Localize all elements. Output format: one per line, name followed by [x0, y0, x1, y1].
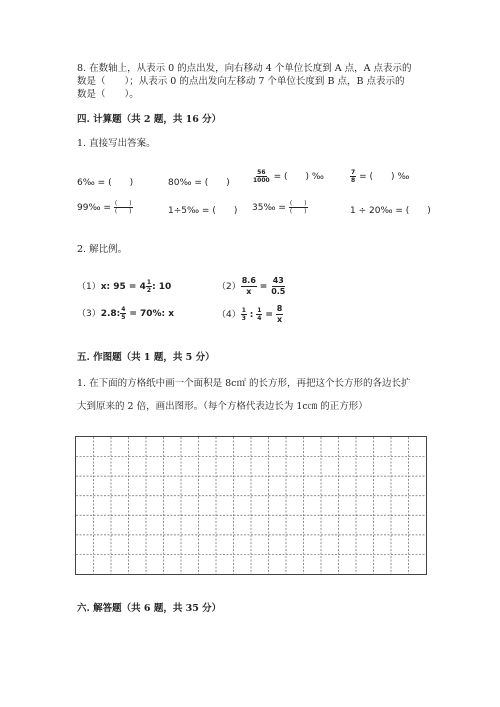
- fraction: $\frac{( )}{( )}$: [114, 200, 132, 215]
- proportion-3: （3）2.8: $\frac{4}{5}$ = 70%: x: [77, 306, 175, 321]
- calc-2d: 1 ÷ 20‰ = ( ): [350, 206, 431, 216]
- q4-1-title: 1. 直接写出答案。: [77, 138, 156, 149]
- q8-line-1: 8. 在数轴上，从表示 0 的点出发，向右移动 4 个单位长度到 A 点，A 点表示的: [77, 63, 412, 74]
- fraction: $\frac{1}{4}$: [257, 307, 262, 322]
- fraction: $\frac{4}{5}$: [121, 306, 126, 321]
- fraction: $\frac{8}{x}$: [276, 304, 283, 324]
- proportion-4: （4） $\frac{1}{3}$ : $\frac{1}{4}$ = $\frac{8}{x}$: [217, 304, 283, 324]
- q8-line-3: 数是（ ）。: [77, 89, 139, 100]
- fraction: $\frac{1}{2}$: [146, 279, 152, 294]
- q4-2-title: 2. 解比例。: [77, 244, 128, 255]
- calc-1a: 6‰ = ( ): [77, 178, 134, 188]
- q5-line-2: 大到原来的 2 倍，画出图形。（每个方格代表边长为 1c㎝ 的正方形）: [77, 401, 368, 412]
- fraction: $\frac{8.6}{x}$: [241, 276, 256, 296]
- q5-line-1: 1. 在下面的方格纸中画一个面积是 8c㎡ 的长方形，再把这个长方形的各边长扩: [77, 378, 411, 389]
- q8-line-2: 数是（ ）；从表示 0 的点出发向左移动 7 个单位长度到 B 点，B 点表示的: [77, 76, 405, 87]
- section-5-title: 五. 作图题（共 1 题，共 5 分）: [77, 352, 215, 363]
- section-6-title: 六. 解答题（共 6 题，共 35 分）: [77, 603, 222, 614]
- fraction: $\frac{43}{0.5}$: [271, 276, 286, 296]
- fraction: $\frac{56}{1000}$: [253, 169, 270, 184]
- fraction: $\frac{1}{3}$: [241, 307, 246, 322]
- calc-2b: 1÷5‰ = ( ): [168, 206, 238, 216]
- calc-2a: 99‰ = $\frac{( )}{( )}$: [77, 200, 132, 215]
- calc-1d: $\frac{7}{8}$ = ( ) ‰: [351, 169, 410, 184]
- fraction: $\frac{( )}{( )}$: [289, 200, 307, 215]
- grid-paper[interactable]: [75, 436, 427, 575]
- calc-1b: 80‰ = ( ): [168, 178, 230, 188]
- grid-lines: [76, 437, 426, 574]
- calc-1c: $\frac{56}{1000}$ = ( ) ‰: [253, 169, 324, 184]
- proportion-2: （2） $\frac{8.6}{x}$ = $\frac{43}{0.5}$: [217, 276, 286, 296]
- proportion-1: （1）x: 95 = 4 $\frac{1}{2}$ : 10: [77, 279, 172, 294]
- section-4-title: 四. 计算题（共 2 题，共 16 分）: [77, 114, 222, 125]
- calc-2c: 35‰ = $\frac{( )}{( )}$: [252, 200, 307, 215]
- fraction: $\frac{7}{8}$: [351, 169, 356, 184]
